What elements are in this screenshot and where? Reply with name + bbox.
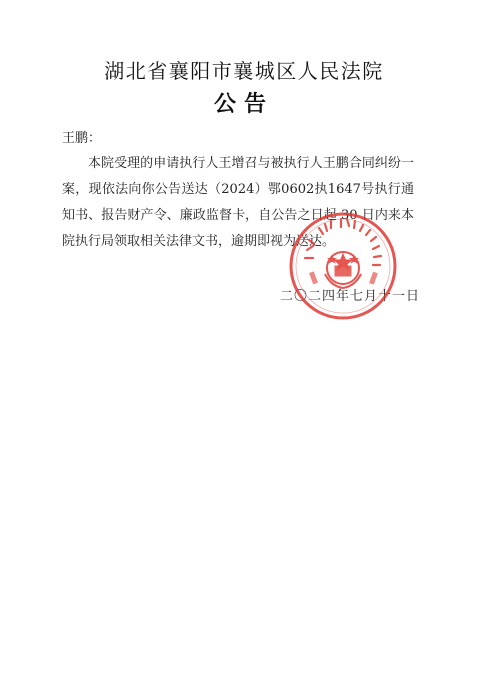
issue-date: 二〇二四年七月十一日 — [279, 289, 420, 304]
court-seal-icon — [287, 210, 399, 322]
notice-paragraph: 本院受理的申请执行人王增召与被执行人王鹏合同纠纷一案，现依法向你公告送达（2024）鄂0602执1647号执行通知书、报告财产令、廉政监督卡，自公告之日起 30 日内来本院执行局领取相关法律文书，逾期即视为送达。 — [62, 156, 414, 249]
document-title: 公告 — [213, 91, 274, 117]
court-name: 湖北省襄阳市襄城区人民法院 — [104, 59, 384, 83]
addressee: 王鹏： — [62, 131, 102, 146]
